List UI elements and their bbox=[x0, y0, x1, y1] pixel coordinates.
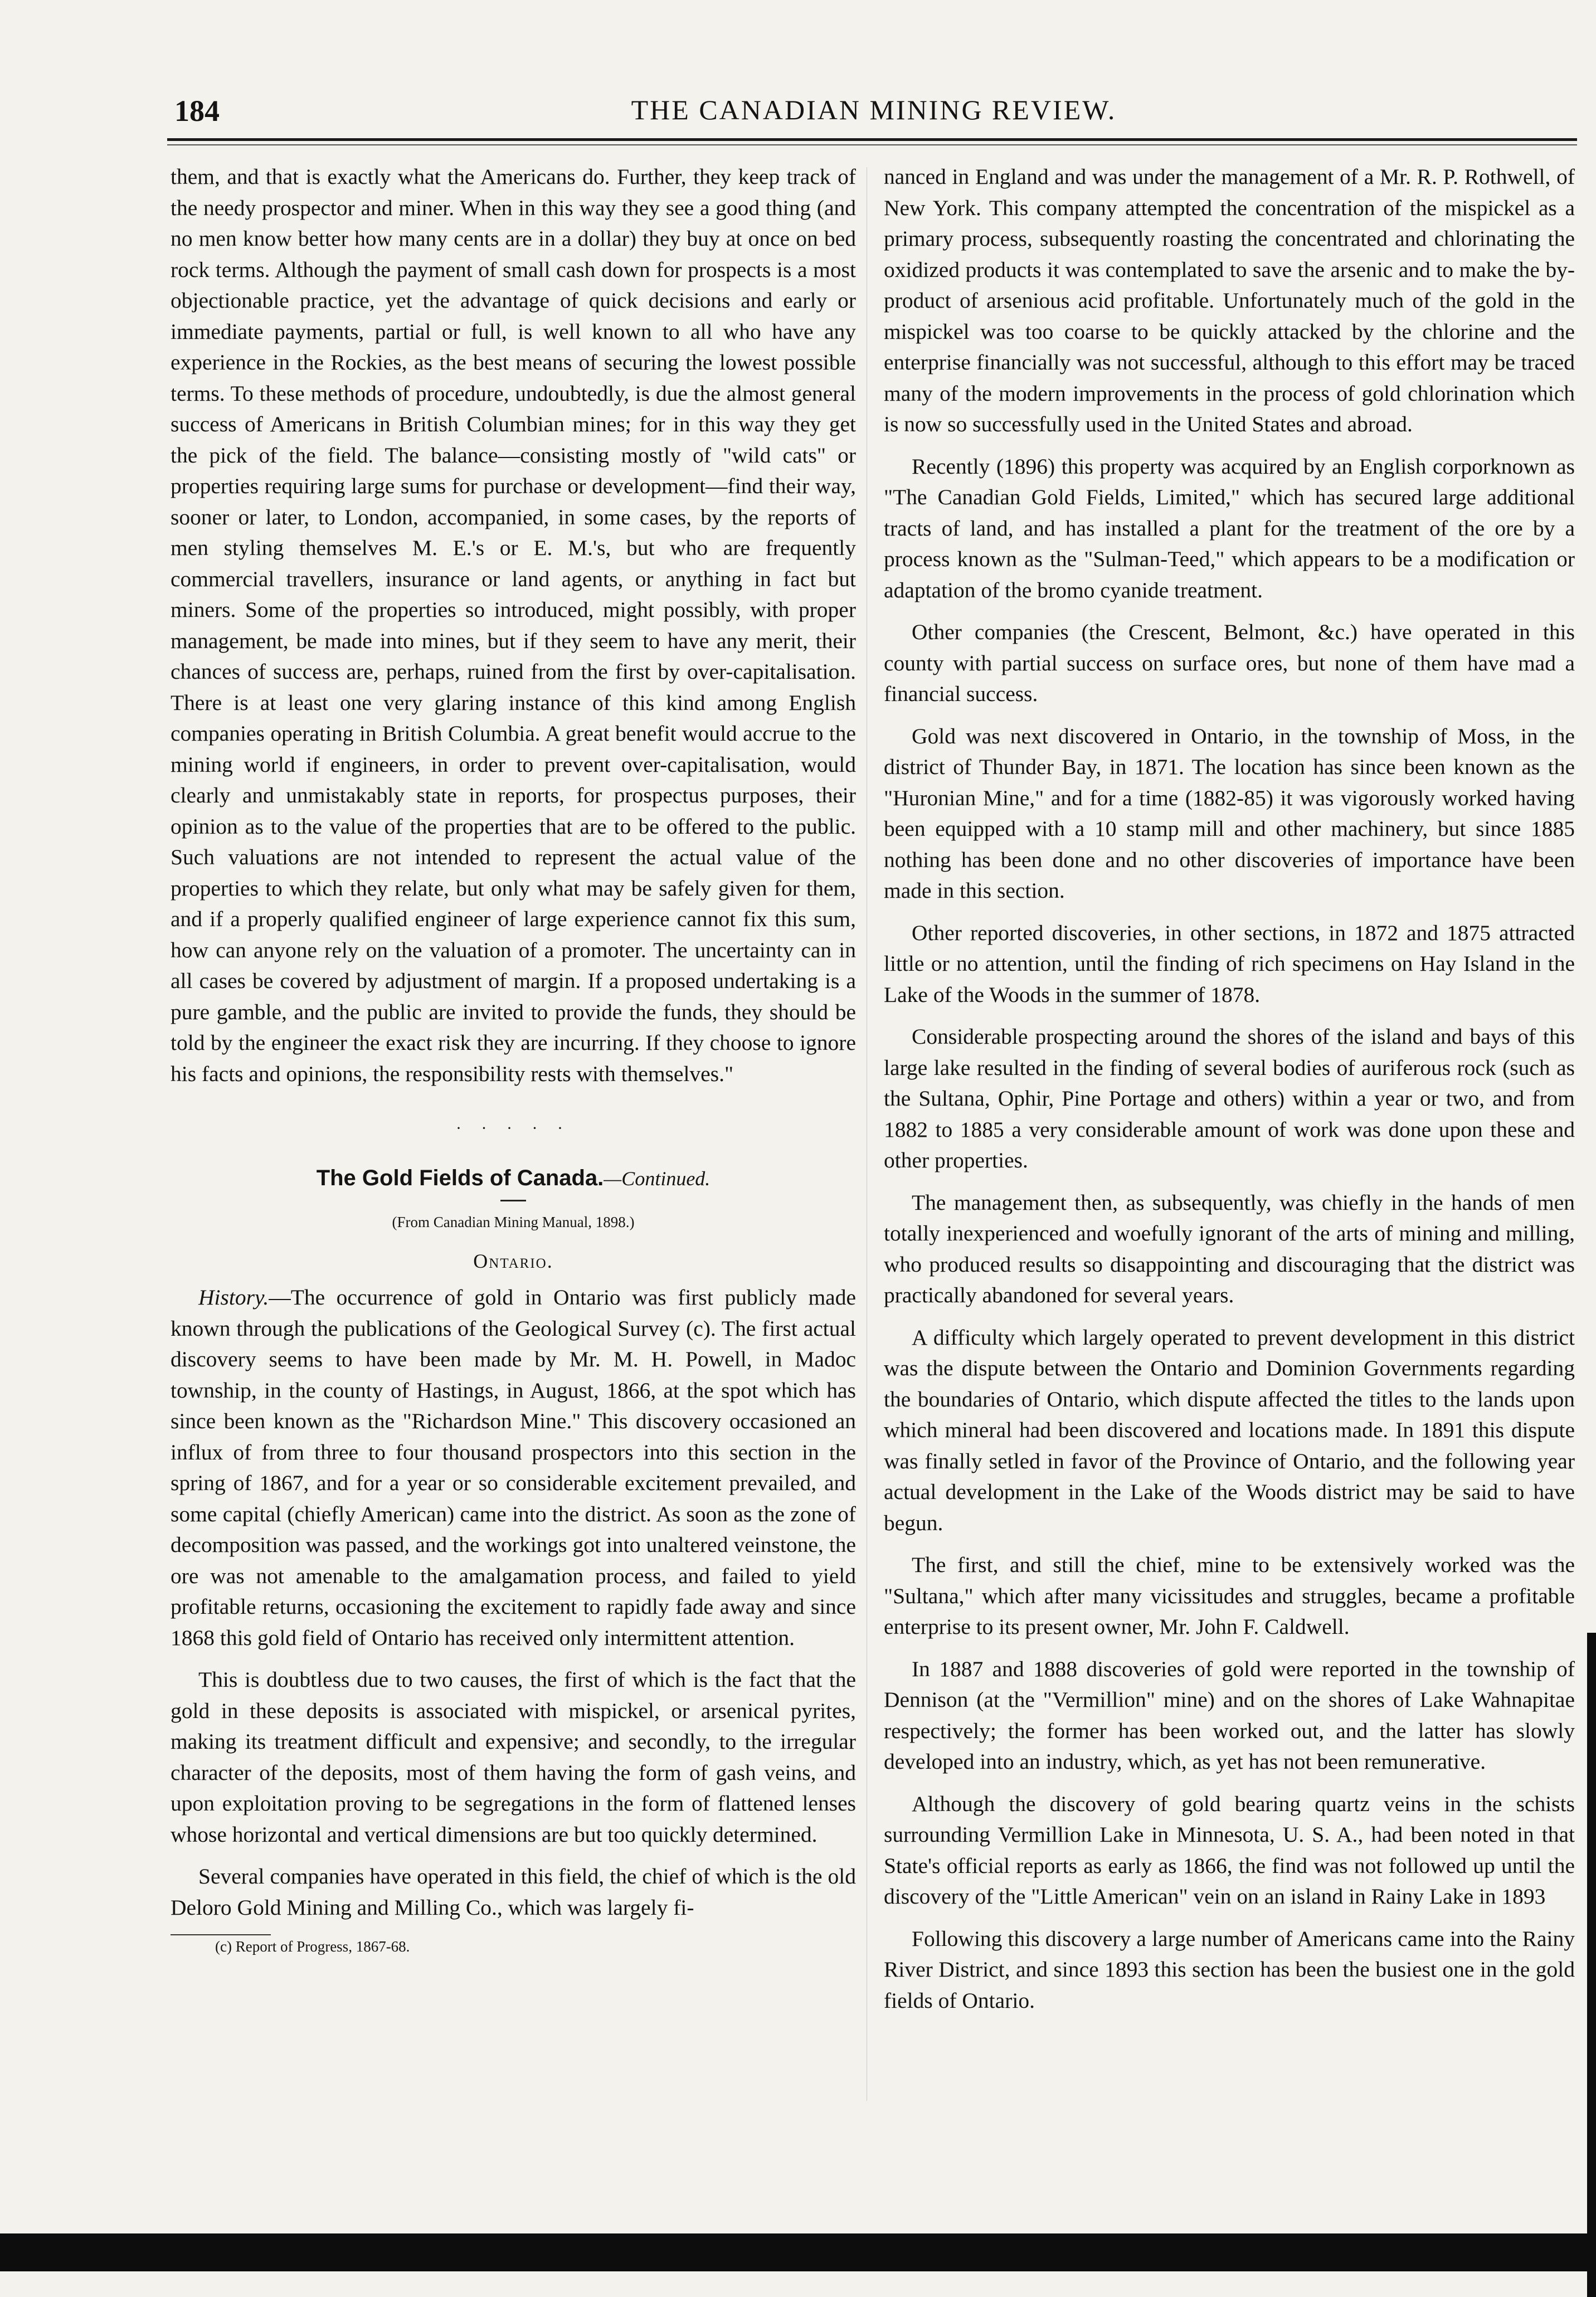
section-title-text: The Gold Fields of Canada. bbox=[316, 1165, 604, 1190]
source-line: (From Canadian Mining Manual, 1898.) bbox=[392, 1214, 635, 1230]
paragraph: The first, and still the chief, mine to be extensively worked was the "Sultana," which after many vicissitudes and struggles, became a profitable enterprise to its present owner, Mr. John F. Caldwell. bbox=[884, 1553, 1575, 1639]
page-number: 184 bbox=[174, 94, 220, 128]
footnote: (c) Report of Progress, 1867-68. bbox=[215, 1938, 410, 1955]
subheading-ontario: Ontario. bbox=[473, 1249, 553, 1272]
header-rule bbox=[167, 138, 1577, 141]
left-column bbox=[171, 162, 856, 1958]
section-title bbox=[171, 1163, 856, 1195]
paragraph: Other reported discoveries, in other sections, in 1872 and 1875 attracted little or no attention, until the finding of rich specimens on Hay Island in the Lake of the Woods in the summer of 1878. bbox=[884, 920, 1575, 1007]
page-header bbox=[174, 94, 1573, 133]
paragraph: Recently (1896) this property was acquired by an English corporknown as "The Canadian Gold Fields, Limited," which has secured large additional tracts of land, and has installed a plant for the treatment of the ore by a process known as the "Sulman-Teed," which appears to be a modification or adaptation of the bromo cyanide treatment. bbox=[884, 454, 1575, 602]
paragraph-continued: nanced in England and was under the management of a Mr. R. P. Rothwell, of New York. This company attempted the concentration of the mispickel as a primary process, subsequently roasting the concentrated and chlorinating the oxidized products it was contemplated to save the arsenic and to make the by-product of arsenious acid profitable. Unfortunately much of the gold in the mispickel was too coarse to be quickly attacked by the chlorine and the enterprise financially was not successful, although to this effort may be traced many of the modern improvements in the process of gold chlorination which is now so successfully used in the United States and abroad. bbox=[884, 164, 1575, 436]
scan-edge-right bbox=[1587, 1633, 1596, 2297]
paragraph: Following this discovery a large number of Americans came into the Rainy River District, and since 1893 this section has been the busiest one in the gold fields of Ontario. bbox=[884, 1926, 1575, 2013]
history-text: —The occurrence of gold in Ontario was first publicly made known through the publications of the Geological Survey (c). The first actual discovery seems to have been made by Mr. M. H. Powell, in Madoc township, in the county of Hastings, in August, 1866, at the spot which has since been known as the "Richardson Mine." This discovery occasioned an influx of from three to four thousand prospectors into this section in the spring of 1867, and for a year or so considerable excitement prevailed, and some capital (chiefly American) came into the district. As soon as the zone of decomposition was passed, and the workings got into unaltered veinstone, the ore was not amenable to the amalgamation process, and failed to yield profitable returns, occasioning the excitement to rapidly fade away and since 1868 this gold field of Ontario has received only intermittent attention. bbox=[171, 1285, 856, 1650]
history-label: History. bbox=[198, 1285, 269, 1310]
paragraph: A difficulty which largely operated to prevent development in this district was the dispute between the Ontario and Dominion Governments regarding the boundaries of Ontario, which dispute affected the titles to the lands upon which mineral had been discovered and locations made. In 1891 this dispute was finally setled in favor of the Province of Ontario, and the following year actual development in the Lake of the Woods district may be said to have begun. bbox=[884, 1325, 1575, 1535]
history-paragraph bbox=[171, 1282, 856, 1653]
paragraph: Other companies (the Crescent, Belmont, &c.) have operated in this county with partial success on surface ores, but none of them have mad a financial success. bbox=[884, 620, 1575, 706]
title-rule bbox=[500, 1200, 526, 1201]
right-column bbox=[884, 162, 1575, 2016]
scan-edge-bottom bbox=[0, 2233, 1596, 2271]
section-continued: —Continued. bbox=[604, 1167, 711, 1190]
paragraph: This is doubtless due to two causes, the first of which is the fact that the gold in these deposits is associated with mispickel, or arsenical pyrites, making its treatment difficult and expensive; and secondly, to the irregular character of the deposits, most of them having the form of gash veins, and upon exploitation proving to be segregations in the form of flattened lenses whose horizontal and vertical dimensions are but too quickly determined. bbox=[171, 1667, 856, 1847]
paragraph: In 1887 and 1888 discoveries of gold were reported in the township of Dennison (at the "Vermillion" mine) and on the shores of Lake Wahnapitae respectively; the former has been worked out, and the latter has slowly developed into an industry, which, as yet has not been remunerative. bbox=[884, 1656, 1575, 1774]
section-separator: · · · · · bbox=[456, 1119, 571, 1137]
paragraph: Although the discovery of gold bearing quartz veins in the schists surrounding Vermillion Lake in Minnesota, U. S. A., had been noted in that State's official reports as early as 1866, the find was not followed up until the discovery of the "Little American" vein on an island in Rainy Lake in 1893 bbox=[884, 1791, 1575, 1909]
paragraph: Several companies have operated in this field, the chief of which is the old Deloro Gold Mining and Milling Co., which was largely fi- bbox=[171, 1864, 856, 1920]
running-title: THE CANADIAN MINING REVIEW. bbox=[631, 94, 1117, 125]
paragraph-continued: them, and that is exactly what the Americans do. Further, they keep track of the needy prospector and miner. When in this way they see a good thing (and no men know better how many cents are in a dollar) they buy at once on bed rock terms. Although the payment of small cash down for prospects is a most objectionable practice, yet the advantage of quick decisions and early or immediate payments, partial or full, is well known to all who have any experience in the Rockies, as the best means of securing the lowest possible terms. To these methods of procedure, undoubtedly, is due the almost general success of Americans in British Columbian mines; for in this way they get the pick of the field. The balance—consisting mostly of "wild cats" or properties requiring large sums for purchase or development—find their way, sooner or later, to London, accompanied, in some cases, by the reports of men styling themselves M. E.'s or E. M.'s, but who are frequently commercial travellers, insurance or land agents, or anything in fact but miners. Some of the properties so introduced, might possibly, with proper management, be made into mines, but if they seem to have any merit, their chances of success are, perhaps, ruined from the first by over-capitalisation. There is at least one very glaring instance of this kind among English companies operating in British Columbia. A great benefit would accrue to the mining world if engineers, in order to prevent over-capitalisation, would clearly and unmistakably state in reports, for prospectus purposes, their opinion as to the value of the properties that are to be offered to the public. Such valuations are not intended to represent the actual value of the properties to which they relate, but only what may be safely given for them, and if a properly qualified engineer of large experience cannot fix this sum, how can anyone rely on the valuation of a promoter. The uncertainty can in all cases be covered by adjustment of margin. If a proposed undertaking is a pure gamble, and the public are invited to provide the funds, they should be told by the engineer the exact risk they are incurring. If they choose to ignore his facts and opinions, the responsibility rests with themselves." bbox=[171, 164, 856, 1086]
header-rule-thin bbox=[167, 144, 1577, 145]
paragraph: Gold was next discovered in Ontario, in the township of Moss, in the district of Thunder Bay, in 1871. The location has since been known as the "Huronian Mine," and for a time (1882-85) it was vigorously worked having been equipped with a 10 stamp mill and other machinery, but since 1885 nothing has been done and no other discoveries of importance have been made in this section. bbox=[884, 723, 1575, 903]
paragraph: The management then, as subsequently, was chiefly in the hands of men totally inexperienced and woefully ignorant of the arts of mining and milling, who produced results so disappointing and discouraging that the district was practically abandoned for several years. bbox=[884, 1190, 1575, 1307]
paragraph: Considerable prospecting around the shores of the island and bays of this large lake resulted in the finding of several bodies of auriferous rock (such as the Sultana, Ophir, Pine Portage and others) within a year or two, and from 1882 to 1885 a very considerable amount of work was done upon these and other properties. bbox=[884, 1024, 1575, 1172]
